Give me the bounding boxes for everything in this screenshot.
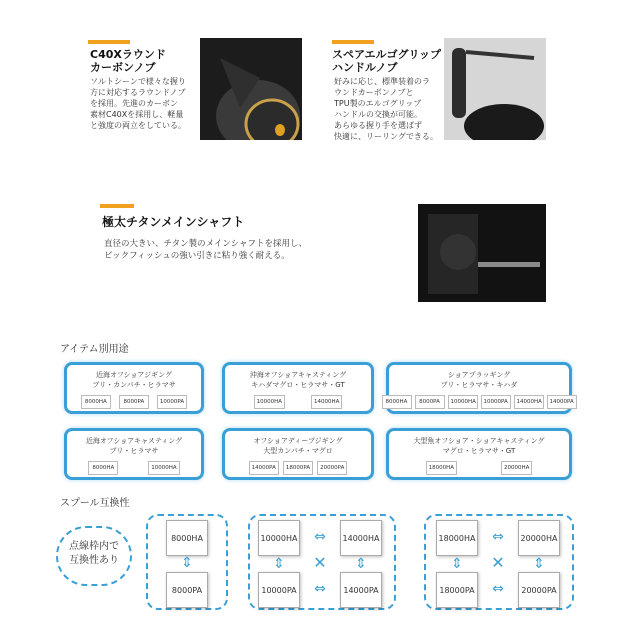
model-chip: 20000HA [501,461,532,475]
model-chip: 10000HA [148,461,179,475]
model-chip: 8000HA [382,395,412,409]
spool-box: 20000PA [518,572,560,608]
model-chip: 14000HA [514,395,544,409]
card-title: 近海オフショアキャスティング ブリ・ヒラマサ [85,437,183,455]
model-chip: 8000HA [88,461,118,475]
model-chip: 8000PA [119,395,149,409]
usage-card [222,362,374,414]
model-chip: 10000PA [481,395,511,409]
horizontal-arrow-icon: ⇔ [492,581,504,597]
ergo-grip-icon [444,38,546,140]
accent-bar [88,40,130,44]
spool-box: 20000HA [518,520,560,556]
spool-box: 18000HA [436,520,478,556]
model-chip: 10000PA [157,395,187,409]
cross-arrow-icon: ✕ [491,553,505,572]
carbon-knob-icon [200,38,302,140]
main-shaft-icon [418,204,546,302]
model-chip: 8000HA [81,395,111,409]
vertical-arrow-icon: ⇕ [355,556,367,572]
spool-box: 14000PA [340,572,382,608]
feature-title: スペアエルゴグリップ ハンドルノブ [332,48,442,74]
usage-card [386,428,572,480]
usage-card [64,362,204,414]
vertical-arrow-icon: ⇕ [181,555,193,571]
feature-desc: 直径の大きい、チタン製のメインシャフトを採用し、 ビックフィッシュの強い引きに粘り強く耐える。 [104,239,308,261]
card-title: 沖海オフショアキャスティング キハダマグロ・ヒラマサ・GT [249,371,347,389]
horizontal-arrow-icon: ⇔ [314,529,326,545]
feature-desc: ソルトシーンで様々な握り 方に対応するラウンドノブ を採用。先進のカーボン 素材C40Xを採用し、軽量 と強度の両立をしている。 [90,77,186,130]
feature-title: 極太チタンメインシャフト [102,215,245,229]
spool-box: 10000HA [258,520,300,556]
main-shaft-photo [418,204,546,302]
model-chip: 18000HA [426,461,457,475]
model-chip: 10000HA [448,395,478,409]
spool-box: 8000HA [166,520,208,556]
model-chip: 10000HA [254,395,285,409]
spool-box: 8000PA [166,572,208,608]
model-chip: 14000HA [311,395,342,409]
usage-card [386,362,572,414]
section-title-spool: スプール互換性 [60,498,130,509]
model-chip: 18000PA [283,461,313,475]
usage-card [222,428,374,480]
legend-text: 点線枠内で 互換性あり [69,541,119,566]
model-chip: 14000PA [547,395,577,409]
spool-box: 14000HA [340,520,382,556]
horizontal-arrow-icon: ⇔ [314,581,326,597]
carbon-knob-photo [200,38,302,140]
cross-arrow-icon: ✕ [313,553,327,572]
card-title: オフショアディープジギング 大型カンパチ・マグロ [253,437,343,455]
vertical-arrow-icon: ⇕ [273,556,285,572]
model-chip: 8000PA [415,395,445,409]
ergo-grip-photo [444,38,546,140]
vertical-arrow-icon: ⇕ [533,556,545,572]
card-title: ショアプラッギング ブリ・ヒラマサ・キハダ [440,371,518,389]
accent-bar [332,40,374,44]
spool-box: 10000PA [258,572,300,608]
section-title-usage: アイテム別用途 [60,344,129,355]
card-title: 大型魚オフショア・ショアキャスティング マグロ・ヒラマサ・GT [413,437,545,455]
accent-bar [100,204,134,208]
spool-box: 18000PA [436,572,478,608]
usage-card [64,428,204,480]
feature-desc: 好みに応じ、標準装着のラ ウンドカーボンノブと TPU製のエルゴグリップ ハンドルの交換が可能。 あらゆる握り手を選ばず 快適に、リーリングできる。 [334,77,438,141]
vertical-arrow-icon: ⇕ [451,556,463,572]
feature-title: C40Xラウンド カーボンノブ [90,48,166,74]
model-chip: 20000PA [317,461,347,475]
model-chip: 14000PA [249,461,279,475]
card-title: 近海オフショアジギング ブリ・カンパチ・ヒラマサ [92,371,176,389]
horizontal-arrow-icon: ⇔ [492,529,504,545]
